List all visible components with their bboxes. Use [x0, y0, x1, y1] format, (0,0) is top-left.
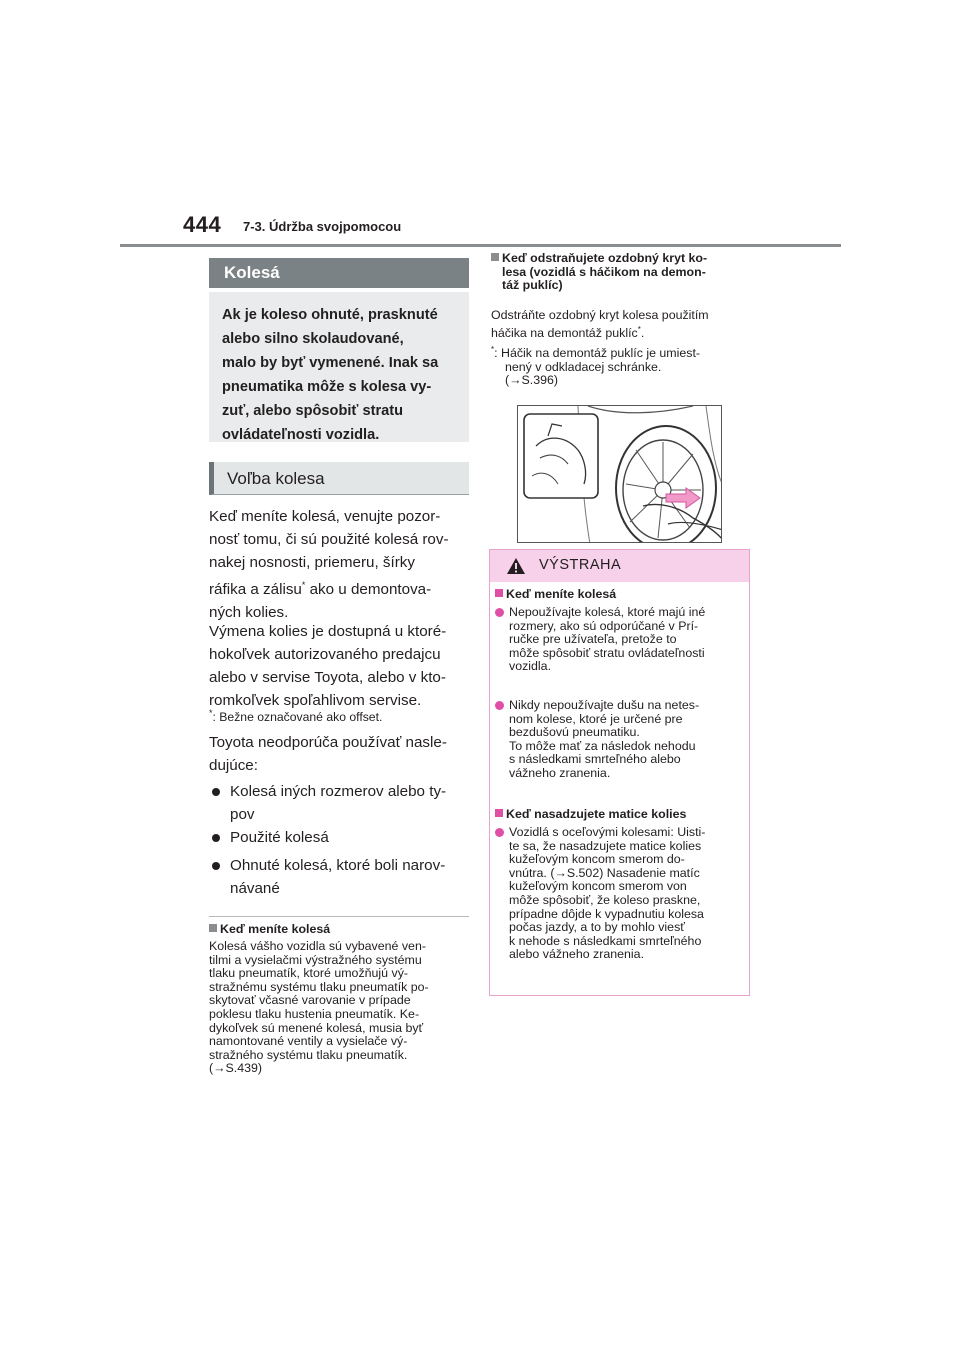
text-line: alebo v servise Toyota, alebo v kto-: [209, 669, 446, 686]
text-line: Výmena kolies je dostupná u ktoré-: [209, 623, 447, 640]
paragraph-1: [209, 505, 471, 624]
right-instruction: Odstráňte ozdobný kryt kolesa použitím háčika na demontáž puklíc*.: [491, 308, 709, 340]
bullet-icon: [495, 828, 504, 837]
warning-section-title: Keď meníte kolesá: [495, 587, 616, 601]
footnote: *: Bežne označované ako offset.: [209, 708, 383, 725]
text-line: Keď meníte kolesá, venujte pozor-: [209, 508, 441, 525]
bullet-icon: [495, 701, 504, 710]
warning-item: Nepoužívajte kolesá, ktoré majú iné rozmery, ako sú odporúčané v Prí- ručke pre užívateľa, pretože to môže spôsobiť stratu ovládateľnosti vozidla.: [495, 606, 745, 674]
bullet-icon: [212, 834, 220, 842]
intro-line: zuť, alebo spôsobiť stratu: [222, 403, 404, 419]
square-bullet-icon: [495, 589, 503, 597]
footnote-marker: *: [301, 580, 306, 590]
header-rule: [120, 244, 841, 247]
wheel-illustration-svg: [518, 406, 722, 543]
right-title: Keď odstraňujete ozdobný kryt ko- lesa (vozidlá s háčikom na demon- táž puklíc): [491, 252, 749, 293]
square-bullet-icon: [209, 924, 217, 932]
paragraph-3: [209, 731, 471, 777]
text-line: hokoľvek autorizovaného predajcu: [209, 646, 441, 663]
bullet-item: Ohnuté kolesá, ktoré boli narov- návané: [212, 854, 470, 900]
square-bullet-icon: [495, 809, 503, 817]
warning-item: Nikdy nepoužívajte dušu na netes- nom kolese, ktoré je určené pre bezdušovú pneumatiku. To môže mať za následok nehodu s následkami smrteľného alebo vážneho zranenia.: [495, 699, 745, 781]
text-line: Toyota neodporúča používať nasle-: [209, 734, 447, 751]
intro-line: ovládateľnosti vozidla.: [222, 427, 380, 443]
right-footnote: *: Háčik na demontáž puklíc je umiest- nený v odkladacej schránke. (→S.396): [491, 345, 701, 388]
sub-heading: Voľba kolesa: [209, 462, 469, 495]
warning-triangle-icon: [506, 557, 526, 575]
intro-line: malo by byť vymenené. Inak sa: [222, 355, 439, 371]
note-body: Kolesá vášho vozidla sú vybavené ven- tilmi a vysielačmi výstražného systému tlaku pneumatík, ktoré umožňujú vý- stražnému systému tlaku pneumatík po- skytovať včasné varovanie v prípade poklesu tlaku hustenia pneumatík. Ke- dykoľvek sú menené kolesá, musia byť namontované ventily a vysielače vý- stražného systému tlaku pneumatík. (→S.439): [209, 939, 429, 1076]
bullet-icon: [495, 608, 504, 617]
text-line: nakej nosnosti, priemeru, šírky: [209, 554, 415, 571]
bullet-item: Kolesá iných rozmerov alebo ty- pov: [212, 780, 470, 826]
page-number: 444: [183, 212, 222, 237]
warning-section-title: Keď nasadzujete matice kolies: [495, 807, 686, 821]
bullet-icon: [212, 788, 220, 796]
intro-line: alebo silno skolaudované,: [222, 331, 404, 347]
warning-label: VÝSTRAHA: [539, 557, 622, 573]
intro-line: Ak je koleso ohnuté, prasknuté: [222, 307, 438, 323]
warning-item: Vozidlá s oceľovými kolesami: Uisti- te sa, že nasadzujete matice kolies kužeľovým koncom smerom do- vnútra. (→S.502) Nasadenie matíc kužeľovým koncom smerom von môže spôsobiť, že koleso praskne, prípadne dôjde k vypadnutiu kolesa počas jazdy, a to by mohlo viesť k nehode s následkami smrteľného alebo vážneho zranenia.: [495, 826, 745, 962]
paragraph-2: [209, 620, 471, 712]
section-label: 7-3. Údržba svojpomocou: [243, 219, 402, 234]
bullet-item: Použité kolesá: [212, 826, 470, 849]
section-heading: Kolesá: [209, 258, 469, 288]
intro-line: pneumatika môže s kolesa vy-: [222, 379, 432, 395]
bullet-icon: [212, 862, 220, 870]
text-line: ráfika a zálisu* ako u demontova-: [209, 580, 432, 599]
text-line: dujúce:: [209, 757, 258, 774]
square-bullet-icon: [491, 253, 499, 261]
text-line: nosť tomu, či sú použité kolesá rov-: [209, 531, 449, 548]
text-line: romkoľvek spoľahlivom servise.: [209, 692, 422, 709]
intro-box: [209, 292, 469, 442]
note-rule: [209, 916, 469, 917]
wheel-cover-illustration: [517, 405, 722, 543]
text-line: ných kolies.: [209, 604, 289, 622]
note-title: Keď meníte kolesá: [209, 922, 330, 936]
